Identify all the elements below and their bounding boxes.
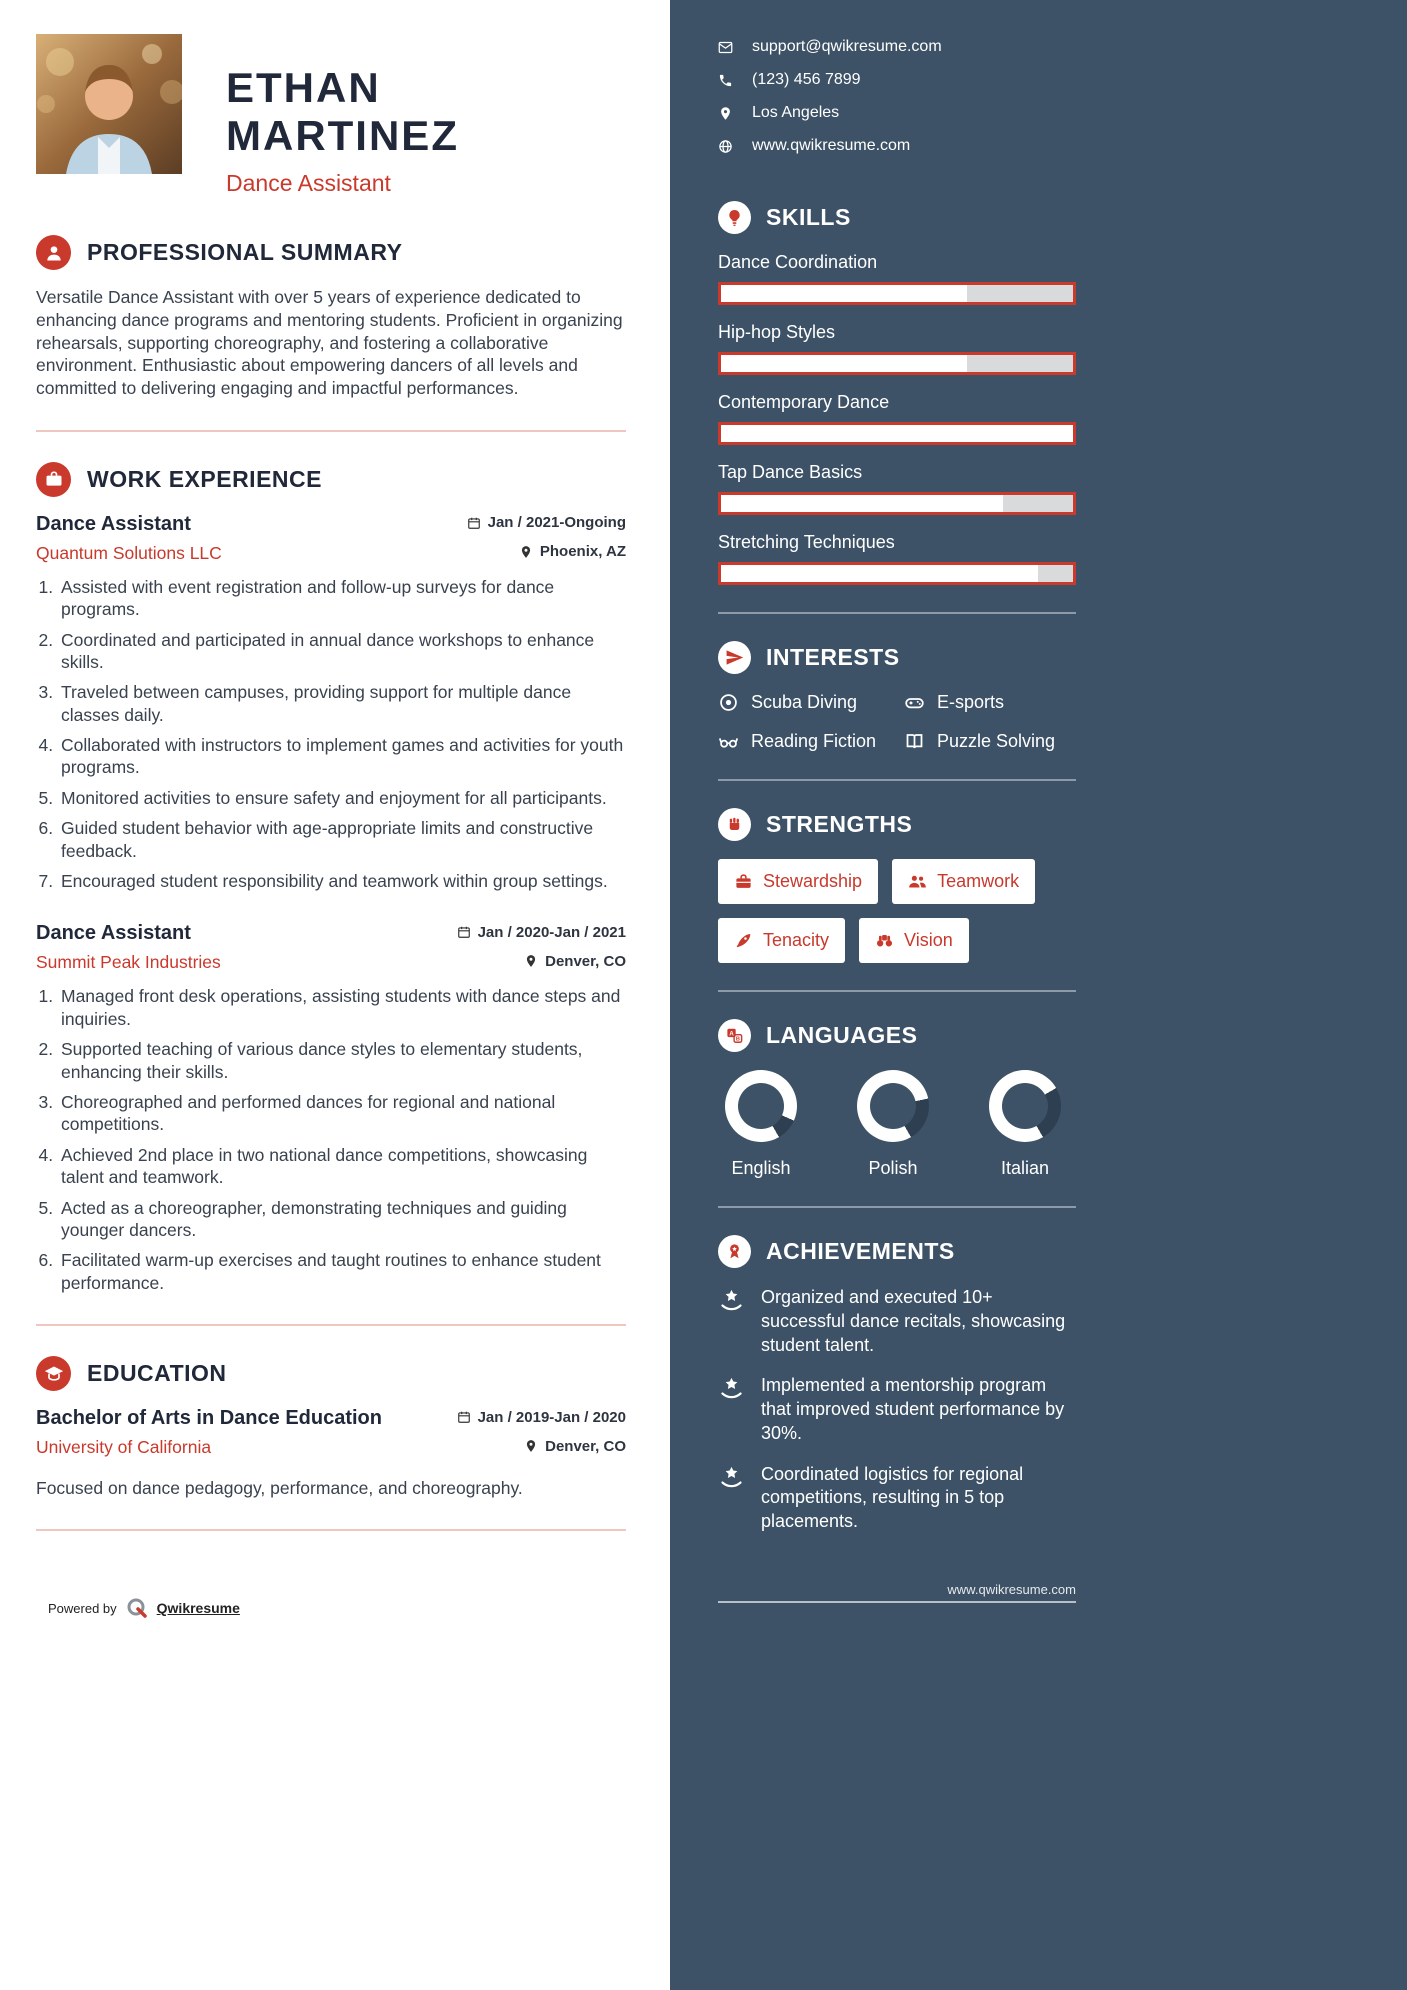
education-heading: EDUCATION	[87, 1360, 227, 1387]
strengths-section	[718, 808, 1076, 963]
job-bullet: 1. Managed front desk operations, assisting students with dance steps and inquiries.	[58, 985, 626, 1030]
skill-bar	[718, 352, 1076, 375]
achievement-item	[718, 1374, 1076, 1445]
work-heading: WORK EXPERIENCE	[87, 465, 322, 492]
education-dates	[457, 1409, 626, 1426]
translate-icon	[718, 1019, 751, 1052]
candidate-job-title: Dance Assistant	[226, 170, 391, 196]
profile-photo	[36, 34, 182, 174]
job-entry	[36, 922, 626, 1294]
language-item	[718, 1070, 804, 1179]
languages-row	[718, 1070, 1076, 1179]
divider	[718, 779, 1076, 781]
job-bullet: 2. Coordinated and participated in annual dance workshops to enhance skills.	[58, 629, 626, 674]
skill-label: Stretching Techniques	[718, 532, 895, 552]
language-donut-chart	[725, 1070, 797, 1142]
summary-heading: PROFESSIONAL SUMMARY	[87, 239, 403, 265]
education-description: Focused on dance pedagogy, performance, and choreography.	[36, 1478, 523, 1499]
skill-bar-fill	[721, 565, 1038, 582]
achievement-text: Coordinated logistics for regional competitions, resulting in 5 top placements.	[761, 1463, 1024, 1531]
contact-website[interactable]	[718, 137, 1076, 155]
strengths-heading: STRENGTHS	[766, 811, 913, 837]
graduation-cap-icon	[36, 1356, 71, 1391]
job-dates-text: Jan / 2020-Jan / 2021	[477, 923, 626, 941]
language-donut-chart	[857, 1070, 929, 1142]
job-dates	[457, 924, 626, 941]
job-bullet-list	[36, 985, 626, 1294]
divider	[36, 430, 626, 432]
strength-item	[892, 859, 1035, 904]
language-donut-chart	[989, 1070, 1061, 1142]
interest-item	[718, 731, 904, 752]
reading-glasses-icon	[718, 731, 739, 752]
powered-by-label: Powered by	[48, 1600, 117, 1616]
skill-item	[718, 392, 1076, 445]
contact-website-text: www.qwikresume.com	[752, 137, 911, 154]
job-bullet: 5. Monitored activities to ensure safety and enjoyment for all participants.	[58, 787, 626, 809]
job-entry	[36, 513, 626, 893]
interests-grid	[718, 692, 1076, 752]
skill-bar	[718, 422, 1076, 445]
job-company: Summit Peak Industries	[36, 952, 221, 973]
paper-plane-icon	[718, 641, 751, 674]
left-column	[0, 0, 670, 1990]
language-label: Polish	[868, 1158, 918, 1178]
contact-block	[718, 38, 1076, 155]
fist-icon	[718, 808, 751, 841]
calendar-icon	[467, 516, 481, 530]
work-experience-section	[36, 462, 626, 1294]
language-item	[850, 1070, 936, 1179]
strength-label: Teamwork	[937, 871, 1020, 891]
job-location-text: Phoenix, AZ	[539, 543, 626, 561]
education-dates-text: Jan / 2019-Jan / 2020	[477, 1408, 626, 1426]
contact-location	[718, 104, 1076, 122]
svg-text:B: B	[735, 1036, 740, 1043]
contact-phone-text: (123) 456 7899	[752, 71, 861, 88]
job-bullet: 4. Achieved 2nd place in two national dance competitions, showcasing talent and teamwork.	[58, 1144, 626, 1189]
language-item	[982, 1070, 1068, 1179]
strength-label: Stewardship	[763, 871, 863, 891]
job-bullet: 6. Facilitated warm-up exercises and taught routines to enhance student performance.	[58, 1249, 626, 1294]
education-section	[36, 1356, 626, 1499]
strengths-grid	[718, 859, 1076, 963]
team-icon	[908, 872, 927, 891]
language-label: Italian	[1000, 1158, 1050, 1178]
right-sidebar	[670, 0, 1407, 1990]
strength-label: Tenacity	[763, 930, 830, 950]
contact-location-text: Los Angeles	[752, 104, 840, 121]
interest-item	[904, 731, 1076, 752]
interest-label: Puzzle Solving	[937, 731, 1056, 751]
job-location	[524, 953, 626, 970]
skill-label: Dance Coordination	[718, 252, 878, 272]
job-bullet-list	[36, 576, 626, 893]
job-bullet: 7. Encouraged student responsibility and teamwork within group settings.	[58, 870, 626, 892]
svg-text:A: A	[729, 1030, 734, 1038]
name-block	[226, 34, 626, 197]
languages-heading: LANGUAGES	[766, 1022, 918, 1048]
strength-item	[718, 859, 878, 904]
skill-bar-fill	[721, 355, 967, 372]
skill-bar	[718, 282, 1076, 305]
skill-bar-fill	[721, 495, 1003, 512]
globe-icon	[718, 139, 733, 154]
skills-section	[718, 201, 1076, 585]
interest-label: E-sports	[937, 692, 1005, 712]
job-location-text: Denver, CO	[545, 952, 626, 970]
qwikresume-logo-icon	[126, 1597, 148, 1619]
divider	[718, 990, 1076, 992]
achievement-item	[718, 1286, 1076, 1357]
skill-item	[718, 462, 1076, 515]
strength-item	[718, 918, 845, 963]
job-bullet: 2. Supported teaching of various dance styles to elementary students, enhancing their skills.	[58, 1038, 626, 1083]
job-bullet: 3. Traveled between campuses, providing support for multiple dance classes daily.	[58, 681, 626, 726]
job-bullet: 6. Guided student behavior with age-appropriate limits and constructive feedback.	[58, 817, 626, 862]
skill-bar-fill	[721, 425, 1073, 442]
job-dates	[467, 514, 626, 531]
medal-icon	[718, 1235, 751, 1268]
skill-label: Contemporary Dance	[718, 392, 890, 412]
map-pin-icon	[718, 106, 733, 121]
phone-icon	[718, 73, 733, 88]
footer-website-link[interactable]: www.qwikresume.com	[947, 1581, 1076, 1597]
location-pin-icon	[524, 954, 538, 968]
divider	[718, 612, 1076, 614]
powered-by-footer	[36, 1597, 626, 1619]
education-degree: Bachelor of Arts in Dance Education	[36, 1407, 382, 1430]
job-dates-text: Jan / 2021-Ongoing	[487, 514, 626, 532]
job-bullet: 1. Assisted with event registration and follow-up surveys for dance programs.	[58, 576, 626, 621]
calendar-icon	[457, 1410, 471, 1424]
summary-text: Versatile Dance Assistant with over 5 years of experience dedicated to enhancing dance programs and mentoring students. Proficient in organizing rehearsals, supporting choreography, and fostering a collaborative environment. Enthusiastic about empowering dancers of all levels and committed to delivering engaging and impactful performances.	[36, 287, 623, 398]
lightbulb-icon	[718, 201, 751, 234]
job-company: Quantum Solutions LLC	[36, 542, 222, 563]
star-hand-icon	[718, 1464, 745, 1491]
job-title: Dance Assistant	[36, 922, 191, 945]
person-icon	[36, 235, 71, 270]
contact-phone[interactable]	[718, 71, 1076, 89]
strength-item	[859, 918, 969, 963]
binoculars-icon	[875, 931, 894, 950]
game-controller-icon	[904, 692, 925, 713]
skill-label: Hip-hop Styles	[718, 322, 836, 342]
interests-section	[718, 641, 1076, 752]
scuba-diving-icon	[718, 692, 739, 713]
achievements-heading: ACHIEVEMENTS	[766, 1238, 955, 1264]
envelope-icon	[718, 40, 733, 55]
divider	[36, 1529, 626, 1531]
contact-email[interactable]	[718, 38, 1076, 56]
footer-divider	[718, 1601, 1076, 1603]
header-block	[36, 34, 626, 197]
location-pin-icon	[519, 545, 533, 559]
skill-bar-fill	[721, 285, 967, 302]
candidate-name: ETHAN MARTINEZ	[226, 64, 459, 159]
education-school: University of California	[36, 1437, 212, 1458]
education-location	[524, 1438, 626, 1455]
job-bullet: 3. Choreographed and performed dances for regional and national competitions.	[58, 1091, 626, 1136]
achievement-text: Organized and executed 10+ successful dance recitals, showcasing student talent.	[761, 1287, 1066, 1355]
skill-bar	[718, 562, 1076, 585]
interest-item	[904, 692, 1076, 713]
summary-section	[36, 235, 626, 400]
rocket-icon	[734, 931, 753, 950]
star-hand-icon	[718, 1375, 745, 1402]
interest-item	[718, 692, 904, 713]
skill-label: Tap Dance Basics	[718, 462, 863, 482]
job-title: Dance Assistant	[36, 512, 191, 535]
achievements-section	[718, 1235, 1076, 1534]
book-icon	[904, 731, 925, 752]
contact-email-text: support@qwikresume.com	[752, 38, 942, 55]
job-location	[519, 543, 626, 560]
achievement-text: Implemented a mentorship program that improved student performance by 30%.	[761, 1375, 1065, 1443]
interest-label: Reading Fiction	[751, 731, 877, 751]
briefcase-icon	[36, 462, 71, 497]
divider	[36, 1324, 626, 1326]
achievement-item	[718, 1463, 1076, 1534]
strength-label: Vision	[904, 930, 953, 950]
sidebar-footer	[718, 1582, 1076, 1603]
divider	[718, 1206, 1076, 1208]
education-location-text: Denver, CO	[545, 1437, 626, 1455]
skill-item	[718, 252, 1076, 305]
skill-item	[718, 322, 1076, 375]
skills-heading: SKILLS	[766, 204, 851, 230]
qwikresume-brand-link[interactable]: Qwikresume	[156, 1600, 240, 1617]
star-hand-icon	[718, 1287, 745, 1314]
profile-photo-illustration	[36, 34, 182, 174]
briefcase-icon	[734, 872, 753, 891]
skill-bar	[718, 492, 1076, 515]
language-label: English	[731, 1158, 791, 1178]
skill-item	[718, 532, 1076, 585]
job-bullet: 4. Collaborated with instructors to implement games and activities for youth programs.	[58, 734, 626, 779]
languages-section	[718, 1019, 1076, 1179]
interest-label: Scuba Diving	[751, 692, 858, 712]
location-pin-icon	[524, 1439, 538, 1453]
calendar-icon	[457, 925, 471, 939]
interests-heading: INTERESTS	[766, 644, 900, 670]
job-bullet: 5. Acted as a choreographer, demonstrating techniques and guiding younger dancers.	[58, 1197, 626, 1242]
